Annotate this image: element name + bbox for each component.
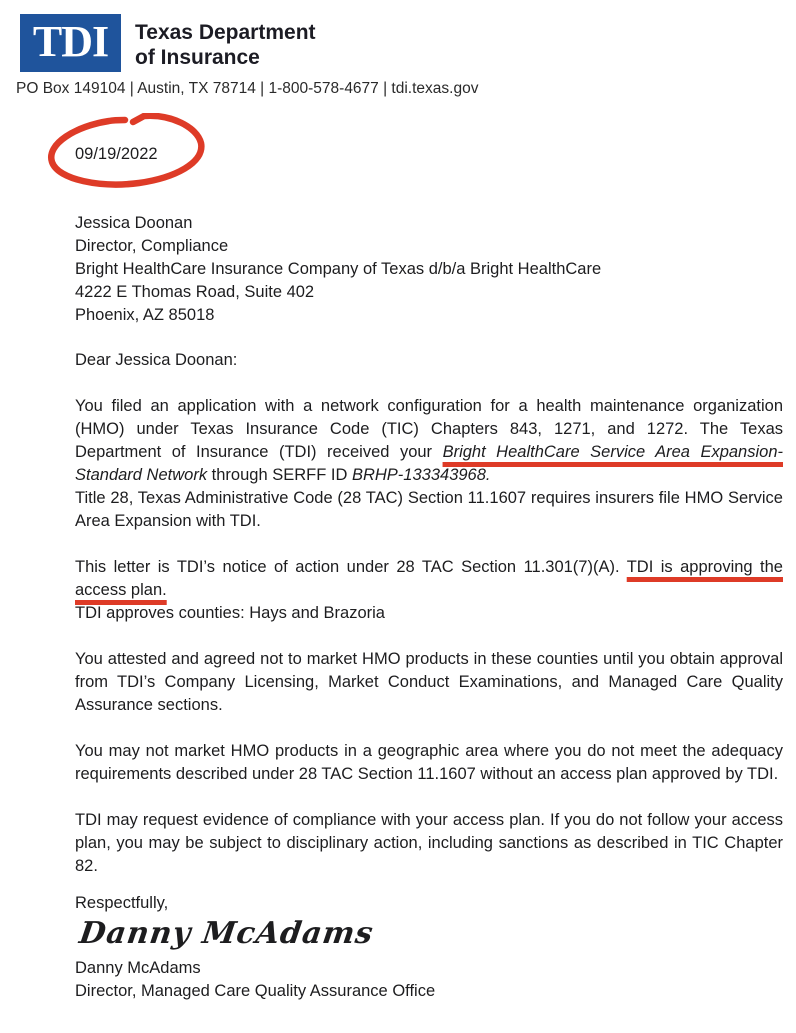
signer-title: Director, Managed Care Quality Assurance Office <box>75 982 436 1000</box>
recipient-block <box>75 212 783 327</box>
date-line <box>75 143 783 166</box>
paragraph-text: You filed an application with a network configuration for a health maintenance organization (HMO) under Texas Insurance Code (TIC) Chapters 843, 1271, and 1272. The Texas Department of Insurance (TDI) received your <box>75 397 783 461</box>
letter-date: 09/19/2022 <box>75 145 158 163</box>
body-paragraph-4: You may not market HMO products in a geographic area where you do not meet the adequacy requirements described under 28 TAC Section 11.1607 without an access plan approved by TDI. <box>75 742 783 783</box>
closing: Respectfully, <box>75 894 169 912</box>
paragraph-text: Title 28, Texas Administrative Code (28 TAC) Section 11.1607 requires insurers file HMO Service Area Expansion with TDI. <box>75 489 783 530</box>
approved-counties-text: TDI approves counties: Hays and Brazoria <box>75 604 385 622</box>
red-underlined-filing-name: Bright HealthCare Service Area Expansion- <box>442 443 783 461</box>
tdi-logo-text: TDI <box>32 16 109 66</box>
recipient-name: Jessica Doonan <box>75 214 193 232</box>
body-paragraph-1 <box>75 395 783 533</box>
tdi-logo <box>20 14 121 72</box>
signer-name: Danny McAdams <box>75 959 201 977</box>
letter-content <box>0 143 796 1003</box>
paragraph-text: through SERFF ID <box>207 466 352 484</box>
signature-script: Danny McAdams <box>77 916 376 951</box>
red-underlined-approval: TDI is approving the access plan. <box>75 558 783 599</box>
body-paragraph-5: TDI may request evidence of compliance with your access plan. If you do not follow your access plan, you may be subject to disciplinary action, including sanctions as described in TIC Chapter 82. <box>75 811 783 875</box>
recipient-address1: 4222 E Thomas Road, Suite 402 <box>75 283 315 301</box>
filing-name-italic: Standard Network <box>75 466 208 484</box>
recipient-title: Director, Compliance <box>75 237 229 255</box>
letterhead <box>0 0 796 72</box>
recipient-address2: Phoenix, AZ 85018 <box>75 306 215 324</box>
agency-name-line2: of Insurance <box>135 46 260 69</box>
body-paragraph-3: You attested and agreed not to market HMO products in these counties until you obtain approval from TDI’s Company Licensing, Market Conduct Examinations, and Managed Care Quality Assurance sections. <box>75 650 783 714</box>
date-wrap <box>75 143 158 166</box>
agency-name-line1: Texas Department <box>135 21 316 44</box>
agency-name <box>135 14 316 70</box>
recipient-company: Bright HealthCare Insurance Company of Texas d/b/a Bright HealthCare <box>75 260 602 278</box>
salutation: Dear Jessica Doonan: <box>75 351 238 369</box>
paragraph-text: This letter is TDI’s notice of action under 28 TAC Section 11.301(7)(A). <box>75 558 627 576</box>
agency-contact-line: PO Box 149104 | Austin, TX 78714 | 1-800-578-4677 | tdi.texas.gov <box>16 80 479 97</box>
body-paragraph-2 <box>75 556 783 625</box>
serff-id-italic: BRHP-133343968. <box>351 466 491 484</box>
